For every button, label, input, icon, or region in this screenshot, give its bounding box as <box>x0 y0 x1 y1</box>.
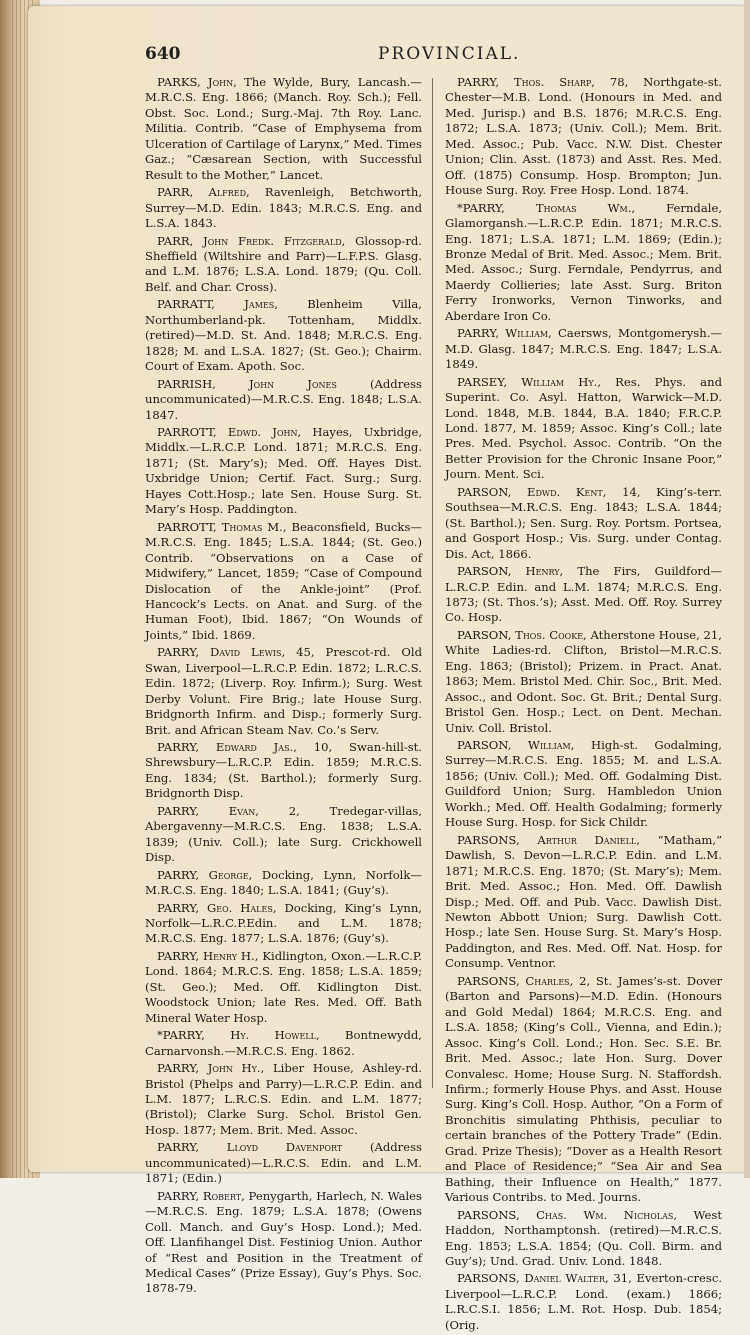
entry-text: Caersws, Montgomerysh.—M.D. Glasg. 1847; M.R.C.S. Eng. 1847; L.S.A. 1849. <box>445 326 722 372</box>
entry-name: PARSEY, William Hy., <box>457 374 602 389</box>
entry-name: PARSON, Henry, <box>457 564 564 579</box>
entry-text: Bontnewydd, Carnarvonsh.—M.R.C.S. Eng. 1862. <box>145 1028 422 1058</box>
entry-text: Liber House, Ashley-rd. Bristol (Phelps and Parry)—L.R.C.P. Edin. and L.M. 1877; L.R.C.S. Edin. and L.M. 1877; (Bristol); Clarke Surg. Schol. Bristol Gen. Hosp. 1877; Mem. Brit. Med. Assoc. <box>145 1061 422 1137</box>
directory-entry <box>445 628 722 736</box>
directory-entry <box>145 1061 422 1138</box>
directory-entry <box>145 297 422 374</box>
directory-entry <box>145 740 422 802</box>
entry-text: Kidlington, Oxon.—L.R.C.P. Lond. 1864; M.R.C.S. Eng. 1858; L.S.A. 1859; (St. Geo.); Med. Off. Kidlington Dist. Woodstock Union; late Res. Med. Off. Bath Mineral Water Hosp. <box>145 948 422 1025</box>
entry-text: Ferndale, Glamorgansh.—L.R.C.P. Edin. 1871; M.R.C.S. Eng. 1871; L.S.A. 1871; L.M. 1869; (Edin.); Bronze Medal of Brit. Med. Assoc.; Mem. Brit. Med. Assoc.; Surg. Ferndale, Pendyrrus, and Maerdy Collieries; late Asst. Surg. Briton Ferry Ironworks, Vernon Tinworks, and Aberdare Iron Co. <box>445 200 723 323</box>
entry-name: PARSON, Thos. Cooke, <box>457 627 587 642</box>
directory-entry <box>145 645 422 738</box>
entry-name: PARRY, Edward Jas., <box>157 740 297 755</box>
entry-text: Docking, Lynn, Norfolk—M.R.C.S. Eng. 1840; L.S.A. 1841; (Guy’s). <box>145 867 423 898</box>
directory-entry <box>145 185 422 231</box>
entry-name: PARRY, George, <box>157 867 253 882</box>
directory-entry <box>145 377 422 423</box>
page-title: PROVINCIAL. <box>378 44 521 64</box>
entry-name: PARSONS, Chas. Wm. Nicholas, <box>457 1207 678 1222</box>
entry-text: 31, Everton-cresc. Liverpool—L.R.C.P. Lond. (exam.) 1866; L.R.C.S.I. 1856; L.M. Rot. Hosp. Dub. 1854; (Orig. <box>445 1271 722 1332</box>
directory-entry <box>145 1140 422 1186</box>
directory-entry <box>145 425 422 518</box>
entry-name: PARR, Alfred, <box>157 185 250 200</box>
entry-text: Penygarth, Harlech, N. Wales—M.R.C.S. Eng. 1879; L.S.A. 1878; (Owens Coll. Manch. and Guy’s Hosp. Lond.); Med. Off. Llanfihangel Dist. Festiniog Union. Author of “Rest and Position in the Treatment of Medical Cases” (Prize Essay), Guy’s Phys. Soc. 1878-79. <box>145 1188 422 1296</box>
entry-text: Hayes, Uxbridge, Middlx.—L.R.C.P. Lond. 1871; M.R.C.S. Eng. 1871; (St. Mary’s); Med. Off. Hayes Dist. Uxbridge Union; Certif. Fact. Surg.; Surg. Hayes Cott.Hosp.; late Sen. House Surg. St. Mary’s Hosp. Paddington. <box>145 424 423 517</box>
page-number: 640 <box>145 44 181 64</box>
entry-name: PARSONS, Daniel Walter, <box>457 1271 609 1286</box>
directory-entry <box>145 901 422 947</box>
page-edge-right <box>744 0 750 1178</box>
entry-name: PARSONS, Arthur Daniell, <box>457 832 640 847</box>
entry-name: PARRY, David Lewis, <box>157 645 286 660</box>
entry-text: Ravenleigh, Betchworth, Surrey—M.D. Edin. 1843; M.R.C.S. Eng. and L.S.A. 1843. <box>145 185 422 231</box>
entry-text: 14, King’s-terr. Southsea—M.R.C.S. Eng. 1843; L.S.A. 1844; (St. Barthol.); Sen. Surg. Roy. Portsm. Portsea, and Gosport Hosp.; Vis. Surg. under Contag. Dis. Act, 1866. <box>445 484 723 561</box>
entry-name: PARRY, Evan, <box>157 803 259 818</box>
entry-name: PARROTT, Thomas M., <box>157 519 287 534</box>
entry-name: PARKS, John, <box>157 75 237 89</box>
column-divider <box>432 78 433 1088</box>
directory-entry <box>145 520 422 644</box>
entry-name: PARROTT, Edwd. John, <box>157 424 302 439</box>
entry-name: PARRY, Geo. Hales, <box>157 900 277 915</box>
directory-entry <box>145 804 422 866</box>
entry-text: Blenheim Villa, Northumberland-pk. Tottenham, Middlx. (retired)—M.D. St. And. 1848; M.R.C.S. Eng. 1828; M. and L.S.A. 1827; (St. Geo.); Chairm. Court of Exam. Apoth. Soc. <box>145 297 422 374</box>
directory-entry <box>445 201 722 325</box>
entry-text: The Firs, Guildford—L.R.C.P. Edin. and L.M. 1874; M.R.C.S. Eng. 1873; (St. Thos.’s); Asst. Med. Off. Roy. Surrey Co. Hosp. <box>445 564 722 625</box>
entry-text: (Address uncommunicated)—L.R.C.S. Edin. and L.M. 1871; (Edin.) <box>145 1140 422 1186</box>
directory-entry <box>445 974 722 1206</box>
entry-name: PARSON, Edwd. Kent, <box>457 484 607 499</box>
directory-entry <box>445 375 722 483</box>
entry-text: The Wylde, Bury, Lancash.—M.R.C.S. Eng. 1866; (Manch. Roy. Sch.); Fell. Obst. Soc. Lond.; Surg.-Maj. 7th Roy. Lanc. Militia. Contrib. “Case of Emphysema from Ulceration of Cartilage of Larynx,” Med. Times Gaz.; “Cæsarean Section, with Successful Result to the Mother,” Lancet. <box>145 75 422 182</box>
entry-name: *PARRY, Thomas Wm., <box>457 200 636 215</box>
entry-text: Res. Phys. and Superint. Co. Asyl. Hatton, Warwick—M.D. Lond. 1848, M.B. 1844, B.A. 1840; F.R.C.P. Lond. 1877, M. 1859; Assoc. King’s Coll.; late Pres. Med. Psychol. Assoc. Contrib. “On the Better Provision for the Chronic Insane Poor,” Journ. Ment. Sci. <box>445 374 722 482</box>
directory-entry <box>145 868 422 899</box>
entry-text: (Address uncommunicated)—M.R.C.S. Eng. 1848; L.S.A. 1847. <box>145 376 423 422</box>
entry-name: PARSON, William, <box>457 738 575 753</box>
entry-name: PARRY, Thos. Sharp, <box>457 75 595 89</box>
entry-text: Beaconsfield, Bucks—M.R.C.S. Eng. 1845; L.S.A. 1844; (St. Geo.) Contrib. “Observations on a Case of Midwifery,” Lancet, 1859; “Case of Compound Dislocation of the Ankle-joint” (Prof. Hancock’s Lects. on Anat. and Surg. of the Human Foot), Ibid. 1867; “On Wounds of Joints,” Ibid. 1869. <box>145 519 422 642</box>
entry-name: PARSONS, Charles, <box>457 973 574 988</box>
entry-text: Atherstone House, 21, White Ladies-rd. Clifton, Bristol—M.R.C.S. Eng. 1863; (Bristol); Prizem. in Pract. Anat. 1863; Mem. Bristol Med. Chir. Soc., Brit. Med. Assoc., and Odont. Soc. Gt. Brit.; Dental Surg. Bristol Gen. Hosp.; Lect. on Dent. Mechan. Univ. Coll. Bristol. <box>445 627 722 735</box>
entry-text: 10, Swan-hill-st. Shrewsbury—L.R.C.P. Edin. 1859; M.R.C.S. Eng. 1834; (St. Barthol.); formerly Surg. Bridgnorth Disp. <box>145 740 422 801</box>
entry-name: PARRY, John Hy., <box>157 1061 265 1076</box>
directory-entry <box>145 234 422 296</box>
entry-text: 2, Tredegar-villas, Abergavenny—M.R.C.S. Eng. 1838; L.S.A. 1839; (Univ. Coll.); late Surg. Crickhowell Disp. <box>145 803 422 865</box>
left-column <box>145 75 422 1299</box>
entry-text: Glossop-rd. Sheffield (Wiltshire and Parr)—L.F.P.S. Glasg. and L.M. 1876; L.S.A. Lond. 1879; (Qu. Coll. Belf. and Char. Cross). <box>145 233 422 294</box>
entry-name: PARRY, Robert, <box>157 1188 245 1203</box>
right-column <box>445 75 722 1335</box>
entry-text: 78, Northgate-st. Chester—M.B. Lond. (Honours in Med. and Med. Jurisp.) and B.S. 1876; M.R.C.S. Eng. 1872; L.S.A. 1873; (Univ. Coll.); Mem. Brit. Med. Assoc.; Pub. Vacc. N.W. Dist. Chester Union; Clin. Asst. (1873) and Asst. Res. Med. Off. (1875) Consump. Hosp. Brompton; Jun. House Surg. Roy. Free Hosp. Lond. 1874. <box>445 75 722 198</box>
directory-entry <box>445 1208 722 1270</box>
directory-entry <box>445 485 722 562</box>
entry-name: PARRATT, James, <box>157 297 278 312</box>
entry-name: PARRY, Henry H., <box>157 948 259 963</box>
page-header <box>0 44 750 74</box>
entry-name: *PARRY, Hy. Howell, <box>157 1028 320 1043</box>
directory-entry <box>145 949 422 1026</box>
directory-entry <box>445 75 722 199</box>
directory-entry <box>445 1271 722 1333</box>
directory-entry <box>445 738 722 831</box>
entry-name: PARR, John Fredk. Fitzgerald, <box>157 233 346 248</box>
entry-name: PARRY, Lloyd Davenport <box>157 1140 343 1155</box>
directory-entry <box>445 564 722 626</box>
entry-text: Docking, King’s Lynn, Norfolk—L.R.C.P.Edin. and L.M. 1878; M.R.C.S. Eng. 1877; L.S.A. 1876; (Guy’s). <box>145 900 422 946</box>
entry-text: 2, St. James’s-st. Dover (Barton and Parsons)—M.D. Edin. (Honours and Gold Medal) 1864; M.R.C.S. Eng. and L.S.A. 1858; (King’s Coll., Vienna, and Edin.); Assoc. King’s Coll. Lond.; Hon. Sec. S.E. Br. Brit. Med. Assoc.; late Hon. Surg. Dover Convalesc. Home; House Surg. N. Staffordsh. Infirm.; formerly House Phys. and Asst. House Surg. King’s Coll. Hosp. Author, “On a Form of Bronchitis simulating Phthisis, peculiar to certain branches of the Pottery Trade” (Edin. Grad. Prize Thesis); “Dover as a Health Resort and Place of Residence;” “Sea Air and Sea Bathing, their Influence on Health,” 1877. Various Contribs. to Med. Journs. <box>445 973 723 1205</box>
entry-text: “Matham,” Dawlish, S. Devon—L.R.C.P. Edin. and L.M. 1871; M.R.C.S. Eng. 1870; (St. Mary’s); Mem. Brit. Med. Assoc.; Hon. Med. Off. Dawlish Disp.; Med. Off. and Pub. Vacc. Dawlish Dist. Newton Abbott Union; Surg. Dawlish Cott. Hosp.; late Sen. House Surg. St. Mary’s Hosp. Paddington, and Res. Med. Off. Nat. Hosp. for Consump. Ventnor. <box>445 832 723 971</box>
entry-text: High-st. Godalming, Surrey—M.R.C.S. Eng. 1855; M. and L.S.A. 1856; (Univ. Coll.); Med. Off. Godalming Dist. Guildford Union; Surg. Hambledon Union Workh.; Med. Off. Health Godalming; formerly House Surg. Hosp. for Sick Childr. <box>445 738 722 830</box>
directory-entry <box>445 833 722 972</box>
entry-name: PARRISH, John Jones <box>157 376 337 391</box>
entry-name: PARRY, William, <box>457 326 552 341</box>
directory-entry <box>145 1028 422 1059</box>
directory-entry <box>145 75 422 183</box>
entry-text: West Haddon, Northamptonsh. (retired)—M.R.C.S. Eng. 1853; L.S.A. 1854; (Qu. Coll. Birm. and Guy’s); Und. Grad. Univ. Lond. 1848. <box>445 1207 722 1268</box>
entry-text: 45, Prescot-rd. Old Swan, Liverpool—L.R.C.P. Edin. 1872; L.R.C.S. Edin. 1872; (Liverp. Roy. Infirm.); Surg. West Derby Volunt. Fire Brig.; late House Surg. Bridgnorth Infirm. and Disp.; formerly Surg. Brit. and African Steam Nav. Co.’s Serv. <box>145 645 423 737</box>
directory-entry <box>145 1189 422 1297</box>
directory-entry <box>445 326 722 372</box>
